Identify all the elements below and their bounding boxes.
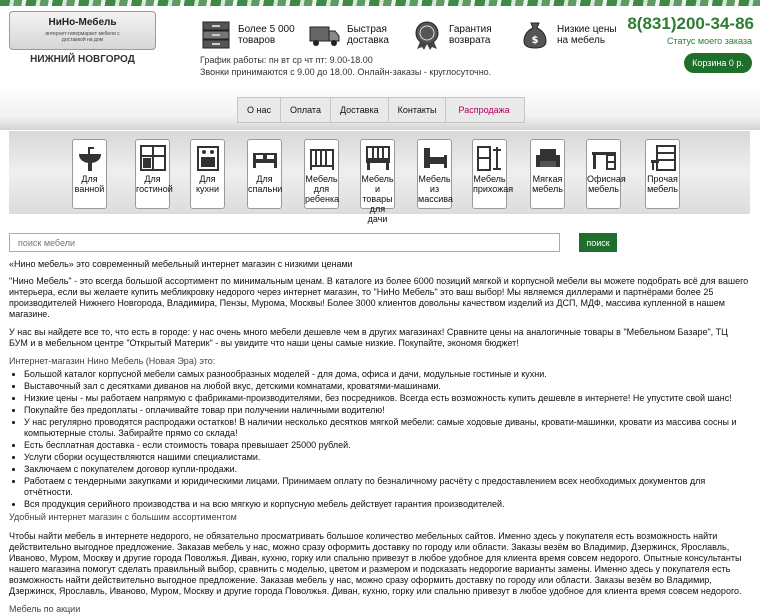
svg-text:$: $ bbox=[531, 35, 539, 46]
category-hallway[interactable] bbox=[472, 139, 514, 209]
category-kitchen[interactable] bbox=[190, 139, 225, 209]
category-office[interactable] bbox=[586, 139, 626, 209]
crib-icon bbox=[308, 144, 336, 172]
logo-slogan: интернет-гипермаркет мебели с доставкой на дом bbox=[45, 31, 120, 43]
nav-delivery[interactable]: Доставка bbox=[331, 98, 389, 122]
category-label: Для гостиной bbox=[136, 174, 173, 194]
category-label: Мебель и товары для дачи bbox=[361, 174, 394, 224]
category-label: Офисная мебель bbox=[587, 174, 626, 194]
list-title: Интернет-магазин Нино Мебель (Новая Эра) это: bbox=[9, 356, 216, 366]
logo-title: НиНо-Мебель bbox=[48, 17, 117, 28]
list-item: • Покупайте без предоплаты - оплачивайте товар при получении наличными водителю! bbox=[24, 405, 749, 416]
boxes-icon bbox=[200, 20, 232, 50]
search-button[interactable]: поиск bbox=[579, 233, 617, 252]
list-item: • Выставочный зал с десятками диванов на любой вкус, детскими комнатами, кроватями-машинами. bbox=[24, 381, 749, 392]
money-bag-icon bbox=[519, 20, 551, 50]
shelf-desk-icon bbox=[649, 144, 677, 172]
feature-low-prices bbox=[519, 19, 619, 51]
phone-number[interactable]: 8(831)200-34-86 bbox=[627, 14, 754, 33]
section-subtitle: Удобный интернет магазин с большим ассортиментом bbox=[9, 512, 237, 522]
delivery-truck-icon bbox=[309, 20, 341, 50]
feature-text: Быстрая доставка bbox=[347, 24, 389, 46]
page-title: «Нино мебель» это современный мебельный интернет магазин с низкими ценами bbox=[9, 259, 353, 269]
list-item: • Услуги сборки осуществляются нашими специалистами. bbox=[24, 452, 749, 463]
feature-guarantee bbox=[411, 19, 511, 51]
category-soft[interactable] bbox=[530, 139, 565, 209]
stove-icon bbox=[194, 144, 222, 172]
bed-frame-icon bbox=[421, 144, 449, 172]
category-living-room[interactable] bbox=[135, 139, 173, 209]
category-kids[interactable] bbox=[304, 139, 339, 209]
nav-sale[interactable]: Распродажа bbox=[458, 105, 510, 115]
list-item: • Работаем с тендерными закупками и юридическими лицами. Принимаем оплату по безналичному расчёту с предоставлением всех необходимых документов для отчётности. bbox=[24, 476, 749, 498]
category-other[interactable] bbox=[645, 139, 680, 209]
feature-assortment bbox=[200, 19, 300, 51]
category-country[interactable] bbox=[360, 139, 395, 224]
guarantee-seal-icon bbox=[411, 20, 443, 50]
call-hours: Звонки принимаются с 9.00 до 18.00. Онлайн-заказы - круглосуточно. bbox=[200, 67, 492, 77]
list-item: • Заключаем с покупателем договор купли-продажи. bbox=[24, 464, 749, 475]
category-label: Для ванной bbox=[74, 174, 105, 194]
feature-text: Более 5 000 товаров bbox=[238, 24, 295, 46]
top-decor-stripe bbox=[0, 0, 760, 6]
sink-icon bbox=[76, 144, 104, 172]
category-label: Для кухни bbox=[195, 174, 220, 194]
category-label: Мягкая мебель bbox=[532, 174, 563, 194]
benefits-list bbox=[24, 369, 749, 510]
order-status-link[interactable]: Статус моего заказа bbox=[666, 36, 752, 46]
nav-contacts[interactable]: Контакты bbox=[389, 98, 447, 122]
city-name[interactable]: НИЖНИЙ НОВГОРОД bbox=[30, 54, 135, 65]
list-item: • Есть бесплатная доставка - если стоимость товара превышает 25000 рублей. bbox=[24, 440, 749, 451]
bed-icon bbox=[251, 144, 279, 172]
category-label: Мебель из массива bbox=[418, 174, 453, 204]
list-item: • Большой каталог корпусной мебели самых разнообразных моделей - для дома, офиса и дачи, модульные гостиные и кухни. bbox=[24, 369, 749, 380]
promo-subtitle: Мебель по акции bbox=[9, 604, 81, 614]
hallway-icon bbox=[476, 144, 504, 172]
list-item: • Вся продукция серийного производства и на всю мягкую и корпусную мебель действует гарантия производителей. bbox=[24, 499, 749, 510]
armchair-icon bbox=[534, 144, 562, 172]
category-label: Прочая мебель bbox=[647, 174, 678, 194]
cart-button[interactable]: Корзина 0 р. bbox=[684, 53, 752, 73]
feature-text: Гарантия возврата bbox=[449, 24, 492, 46]
desk-icon bbox=[590, 144, 618, 172]
search-input[interactable] bbox=[9, 233, 560, 252]
nav-payment[interactable]: Оплата bbox=[281, 98, 331, 122]
main-nav bbox=[237, 97, 525, 123]
category-label: Для спальни bbox=[248, 174, 283, 194]
list-item: • Низкие цены - мы работаем напрямую с фабриками-производителями, без посредников. Всегда есть возможность купить дешевле в интернете! Не упустите свой шанс! bbox=[24, 393, 749, 404]
category-label: Мебель прихожая bbox=[473, 174, 514, 194]
feature-text: Низкие цены на мебель bbox=[557, 24, 617, 46]
category-label: Мебель для ребенка bbox=[305, 174, 340, 204]
nav-about[interactable]: О нас bbox=[238, 98, 281, 122]
wall-unit-icon bbox=[139, 144, 167, 172]
list-item: • У нас регулярно проводятся распродажи остатков! В наличии несколько десятков мягкой мебели: самые ходовые диваны, кровати-машинки, кровати из массива сосны и компьютерные столы. Забирайте прямо со склада! bbox=[24, 417, 749, 439]
site-logo[interactable] bbox=[9, 11, 156, 50]
category-bathroom[interactable] bbox=[72, 139, 107, 209]
prices-paragraph: У нас вы найдете все то, что есть в городе: у нас очень много мебели дешевле чем в других магазинах! Сравните цены на аналогичные товары в "Мебельном Базаре", ТЦ БУМ и в мебельном центре "Открытый Материк" - вы увидите что наши цены самые низкие. Покупайте, экономя бюджет! bbox=[9, 327, 728, 348]
category-bedroom[interactable] bbox=[247, 139, 282, 209]
intro-paragraph: "Нино Мебель" - это всегда большой ассортимент по минимальным ценам. В каталоге из более 6000 позиций мягкой и корпусной мебели вы можете подобрать всё для вашего интерьера, если вы желаете купить мебликровку недорого через интернет магазин, то "НиНо Мебель" это ваш выбор! Мы являемся диллерами и партнёрами более 25 производителей Нижнего Новгорода, Владимира, Пензы, Мурома, Москвы! Более 3000 клиентов довольны качеством изделий из ДСП, МДФ, массива купленной в нашем магазине. bbox=[9, 276, 749, 319]
feature-delivery bbox=[309, 19, 401, 51]
category-solid-wood[interactable] bbox=[417, 139, 452, 209]
main-content bbox=[9, 276, 749, 615]
bench-icon bbox=[364, 144, 392, 172]
work-schedule: График работы: пн вт ср чт пт: 9.00-18.00 bbox=[200, 55, 373, 65]
shop-paragraph: Чтобы найти мебель в интернете недорого, не обязательно просматривать большое количество мебельных сайтов. Именно здесь у покупателя есть возможность найти действительно выгодное предложение. Заказав мебель у нас, можно сразу оформить доставку по городу или области. Заказы везём во Владимир, Дзержинск, Ярославль, Иваново, Муром, Москву и другие города Поволжья. Диван, кухню, горку или спальню привезут в любое удобное для клиента время совсем недорого. Опытные консультанты нашего магазина помогут сделать правильный выбор, сравнить с моделью, цветом и размером и подсказать недорогие варианты замены. Именно здесь у покупателя есть возможность найти действительно выгодное предложение. Заказав мебель у нас, можно сразу оформить доставку по городу или области. Заказы везём во Владимир, Дзержинск, Ярославль, Иваново, Муром, Москву и другие города Поволжья. Диван, кухню, горку или спальню привезут в любое удобное для клиента время совсем недорого. bbox=[9, 531, 742, 596]
